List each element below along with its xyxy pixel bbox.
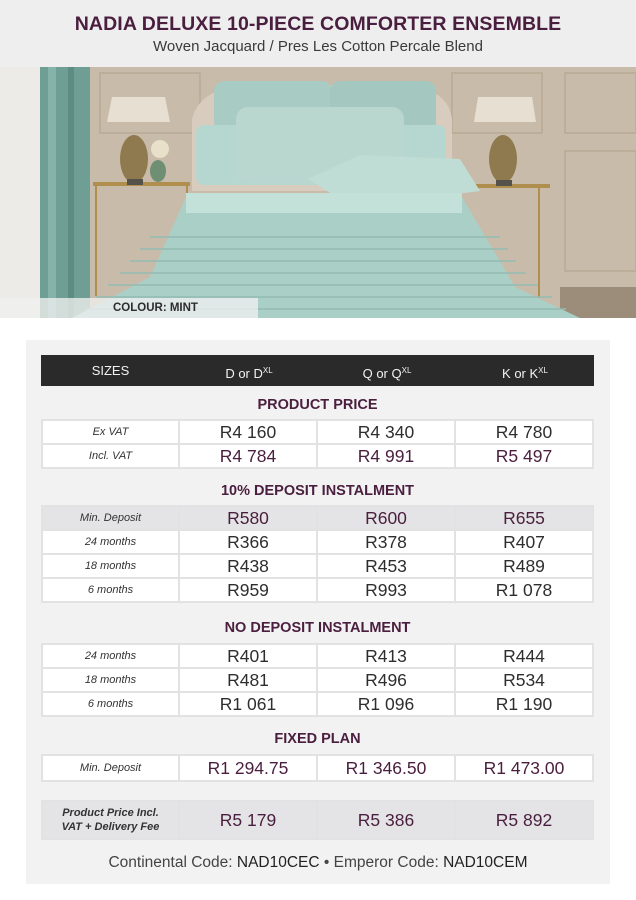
price-cell: R444 [455, 644, 593, 668]
table-row-ex-vat [42, 420, 593, 444]
price-cell: R4 991 [317, 444, 455, 468]
price-cell: R496 [317, 668, 455, 692]
table-row-24-months [42, 644, 593, 668]
product-codes [26, 854, 610, 872]
size-column-queen [318, 355, 456, 386]
colour-label: COLOUR: MINT [113, 302, 198, 314]
table-row-24-months [42, 530, 593, 554]
price-cell: R580 [179, 506, 317, 530]
section-title-no-deposit: NO DEPOSIT INSTALMENT [224, 620, 411, 636]
table-row-6-months [42, 692, 593, 716]
emperor-code-label: Emperor Code: [333, 854, 439, 871]
table-row-18-months [42, 668, 593, 692]
price-cell: R366 [179, 530, 317, 554]
product-title: NADIA DELUXE 10-PIECE COMFORTER ENSEMBLE [74, 13, 562, 35]
deposit-10-table [41, 505, 594, 603]
price-cell: R5 892 [455, 801, 593, 839]
price-cell: R534 [455, 668, 593, 692]
price-cell: R1 078 [455, 578, 593, 602]
sizes-header-row [41, 355, 594, 386]
price-cell: R1 473.00 [455, 755, 593, 781]
table-row-min-deposit [42, 755, 593, 781]
price-cell: R1 294.75 [179, 755, 317, 781]
row-label: 24 months [42, 644, 179, 668]
delivery-label-line2: VAT + Delivery Fee [61, 821, 160, 833]
row-label: Min. Deposit [42, 506, 179, 530]
price-cell: R413 [317, 644, 455, 668]
price-cell: R401 [179, 644, 317, 668]
size-king-sup: XL [538, 366, 548, 375]
table-row-18-months [42, 554, 593, 578]
row-label: 18 months [42, 554, 179, 578]
fixed-plan-table [41, 754, 594, 782]
section-title-fixed-plan: FIXED PLAN [274, 731, 361, 747]
price-cell: R1 061 [179, 692, 317, 716]
emperor-code: NAD10CEM [443, 854, 528, 871]
price-cell: R407 [455, 530, 593, 554]
table-row-incl-vat [42, 444, 593, 468]
table-row-min-deposit [42, 506, 593, 530]
continental-code-label: Continental Code: [108, 854, 233, 871]
price-cell: R4 160 [179, 420, 317, 444]
price-cell: R1 190 [455, 692, 593, 716]
size-queen-sup: XL [401, 366, 412, 375]
product-price-table [41, 419, 594, 469]
price-cell: R481 [179, 668, 317, 692]
row-label: Ex VAT [42, 420, 179, 444]
price-cell: R5 497 [455, 444, 593, 468]
delivery-label-line1: Product Price Incl. [62, 807, 159, 819]
row-label: Min. Deposit [42, 755, 179, 781]
product-subtitle: Woven Jacquard / Pres Les Cotton Percale Blend [153, 38, 483, 55]
table-row-delivery [42, 801, 593, 839]
price-cell: R1 096 [317, 692, 455, 716]
continental-code: NAD10CEC [236, 854, 320, 871]
price-cell: R5 179 [179, 801, 317, 839]
section-title-deposit-10: 10% DEPOSIT INSTALMENT [220, 483, 415, 499]
size-double-sup: XL [262, 366, 273, 375]
price-cell: R4 340 [317, 420, 455, 444]
price-cell: R5 386 [317, 801, 455, 839]
price-cell: R600 [317, 506, 455, 530]
section-title-product-price: PRODUCT PRICE [257, 397, 378, 413]
size-double-label: D or D [225, 366, 263, 381]
table-row-6-months [42, 578, 593, 602]
price-cell: R993 [317, 578, 455, 602]
code-separator: • [323, 854, 330, 871]
row-label: Incl. VAT [42, 444, 179, 468]
size-king-label: K or K [502, 366, 539, 381]
bedroom-illustration [0, 67, 636, 318]
row-label: 6 months [42, 692, 179, 716]
no-deposit-table [41, 643, 594, 717]
size-column-double [180, 355, 318, 386]
price-cell: R453 [317, 554, 455, 578]
price-cell: R489 [455, 554, 593, 578]
price-cell: R438 [179, 554, 317, 578]
size-queen-label: Q or Q [362, 366, 402, 381]
price-cell: R655 [455, 506, 593, 530]
row-label: 6 months [42, 578, 179, 602]
page-header [0, 0, 636, 67]
product-photo [0, 67, 636, 318]
price-cell: R378 [317, 530, 455, 554]
sizes-header-label: SIZES [91, 363, 130, 378]
price-cell: R4 780 [455, 420, 593, 444]
delivery-price-table [41, 800, 594, 840]
price-cell: R4 784 [179, 444, 317, 468]
price-cell: R1 346.50 [317, 755, 455, 781]
row-label: 18 months [42, 668, 179, 692]
row-label: 24 months [42, 530, 179, 554]
size-column-king [456, 355, 594, 386]
price-cell: R959 [179, 578, 317, 602]
delivery-row-label [42, 801, 179, 839]
